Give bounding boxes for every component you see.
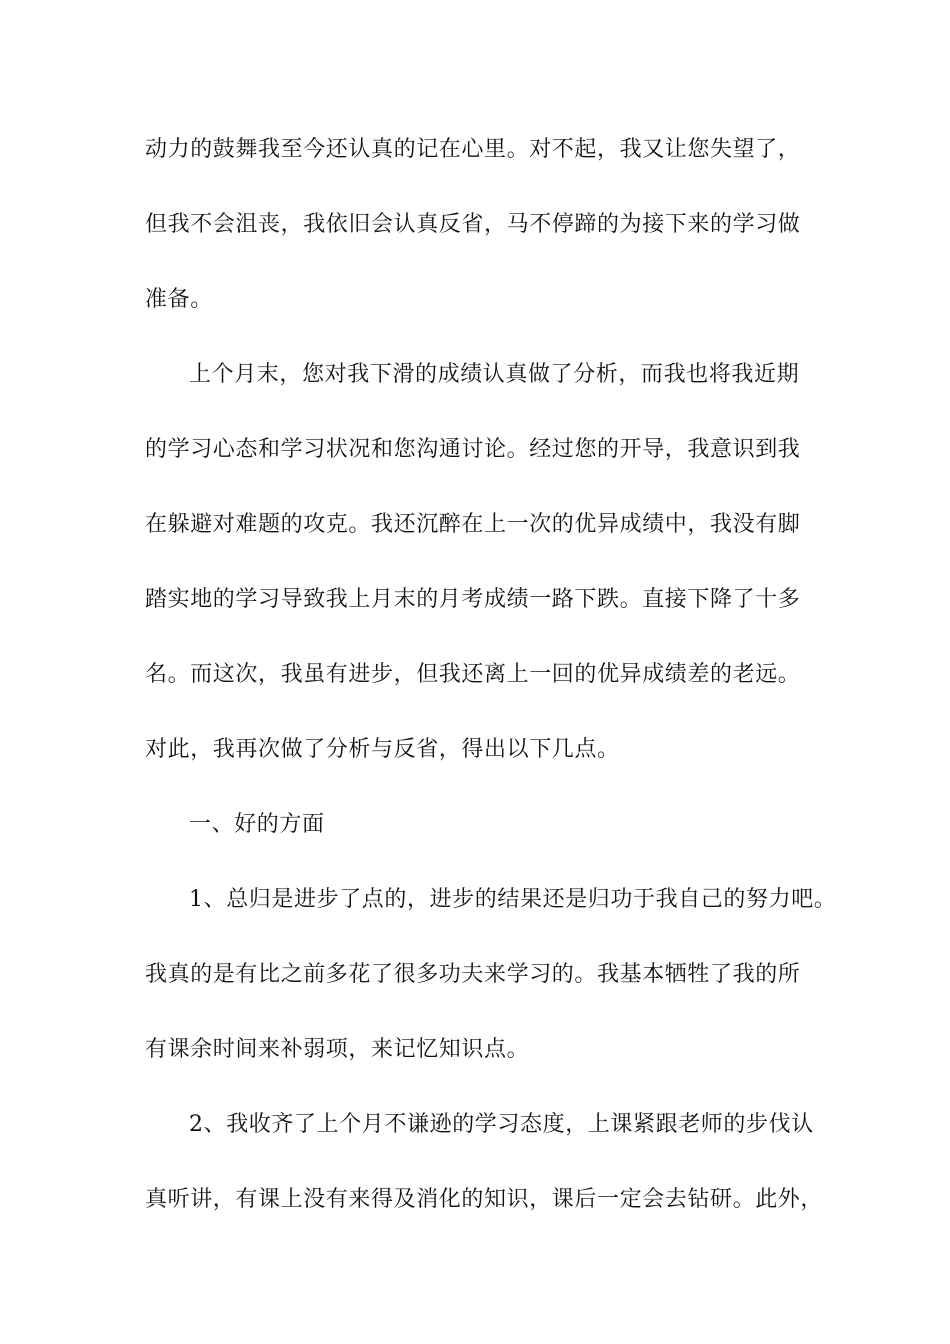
text-line: 动力的鼓舞我至今还认真的记在心里。对不起，我又让您失望了， <box>145 137 801 162</box>
text-line: 对此，我再次做了分析与反省，得出以下几点。 <box>145 737 620 762</box>
text-line: 我真的是有比之前多花了很多功夫来学习的。我基本牺牲了我的所 <box>145 962 801 987</box>
paragraph-start-line: 上个月末，您对我下滑的成绩认真做了分析，而我也将我近期 <box>189 362 800 387</box>
text-line: 准备。 <box>145 287 213 312</box>
text-line: 名。而这次，我虽有进步，但我还离上一回的优异成绩差的老远。 <box>145 662 801 687</box>
text-line: 但我不会沮丧，我依旧会认真反省，马不停蹄的为接下来的学习做 <box>145 212 801 237</box>
section-heading: 一、好的方面 <box>189 812 325 837</box>
list-item-2-start: 2、我收齐了上个月不谦逊的学习态度，上课紧跟老师的步伐认 <box>189 1112 814 1137</box>
text-line: 的学习心态和学习状况和您沟通讨论。经过您的开导，我意识到我 <box>145 437 801 462</box>
text-line: 踏实地的学习导致我上月末的月考成绩一路下跌。直接下降了十多 <box>145 587 801 612</box>
text-line: 在躲避对难题的攻克。我还沉醉在上一次的优异成绩中，我没有脚 <box>145 512 801 537</box>
text-line: 真听讲，有课上没有来得及消化的知识，课后一定会去钻研。此外， <box>145 1187 824 1212</box>
list-item-1-start: 1、总归是进步了点的，进步的结果还是归功于我自己的努力吧。 <box>189 887 837 912</box>
text-line: 有课余时间来补弱项，来记忆知识点。 <box>145 1037 530 1062</box>
